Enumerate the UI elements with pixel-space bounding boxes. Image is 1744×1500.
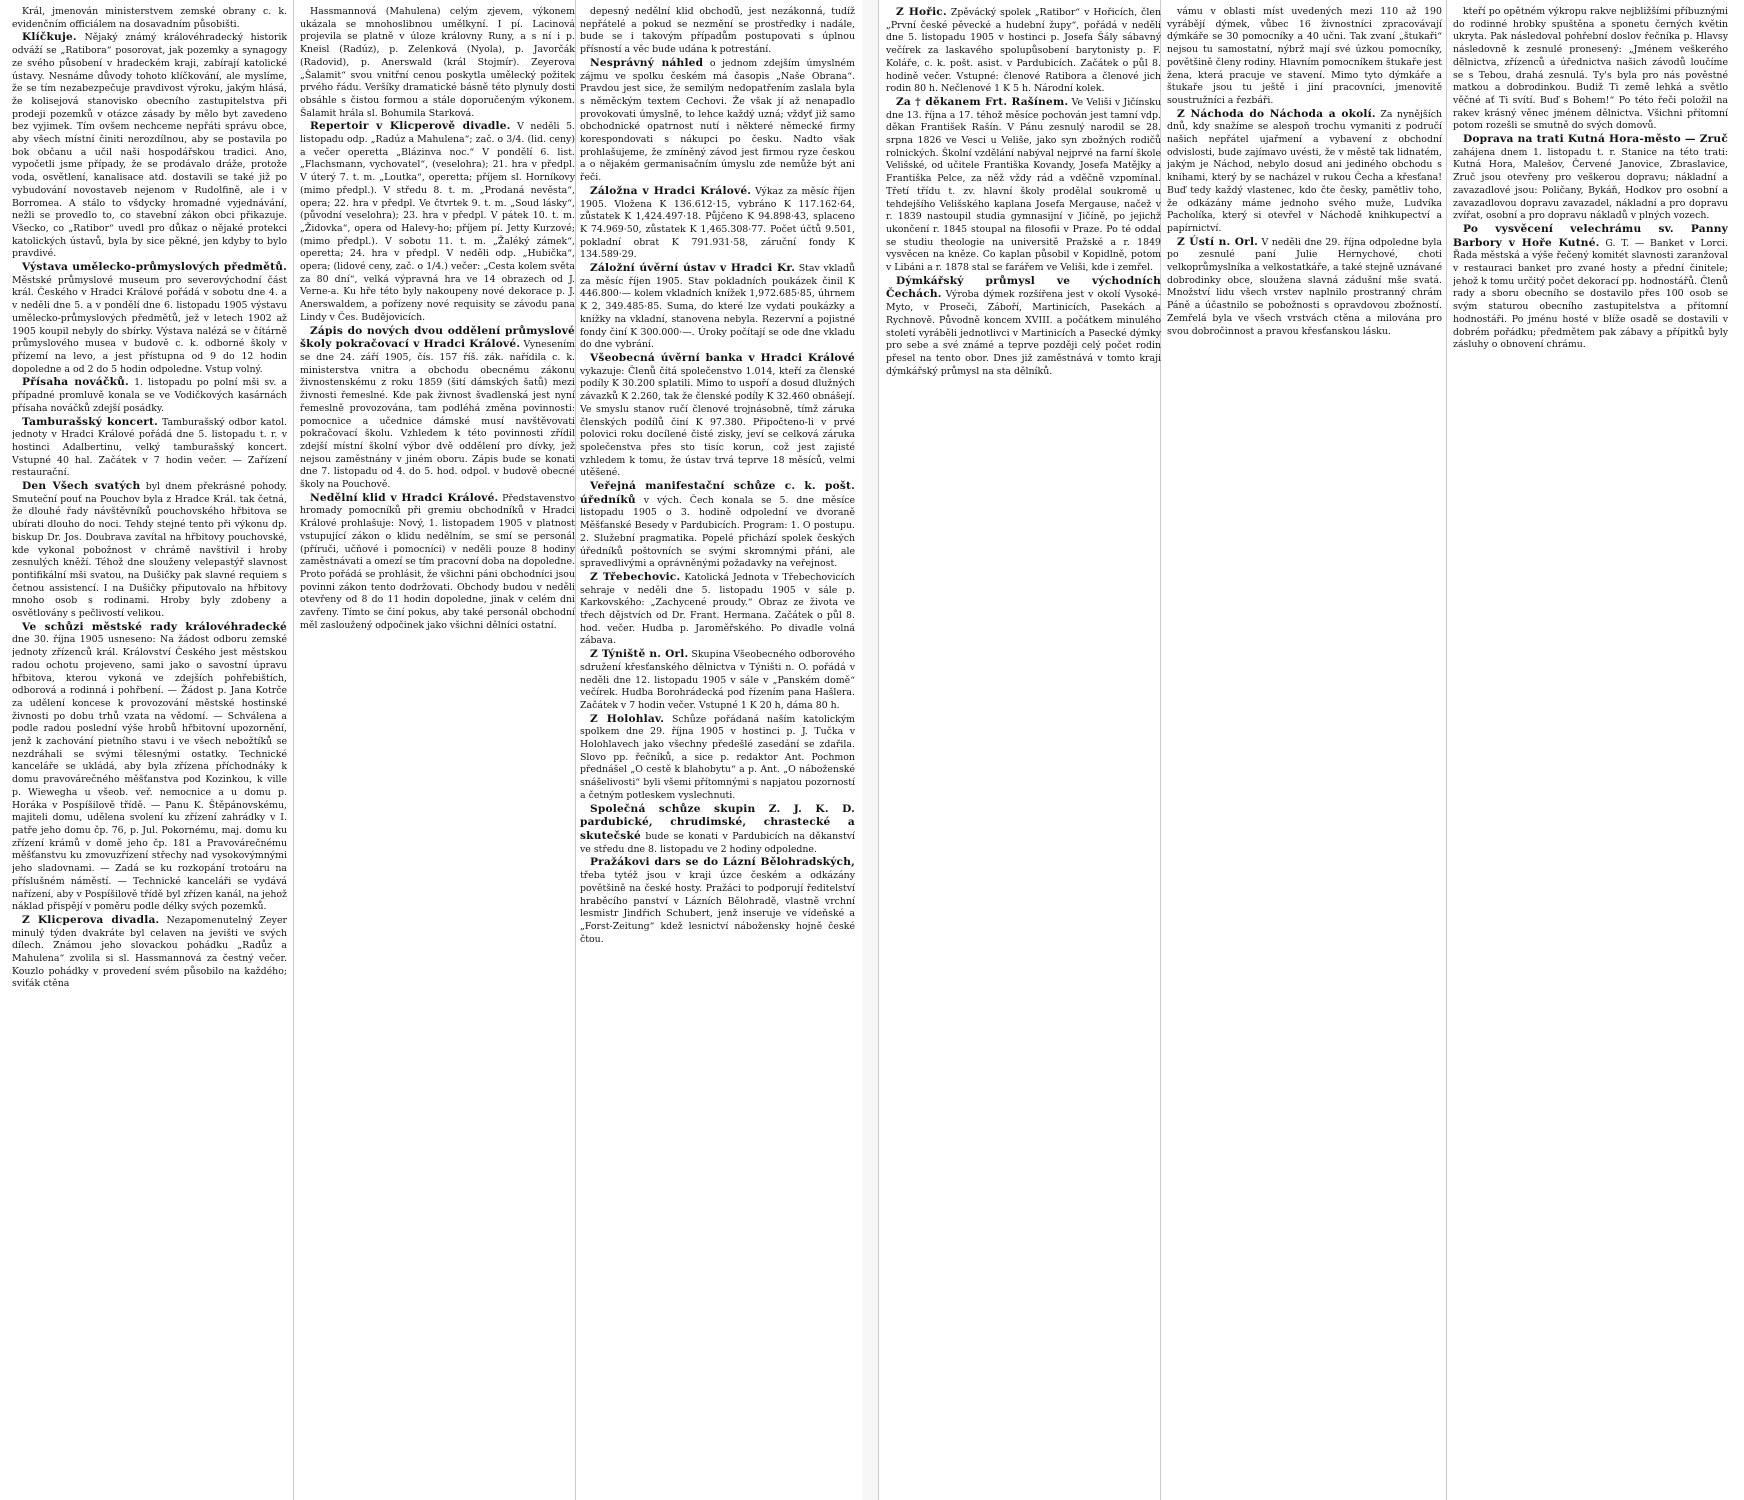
- article-text: Výroba dýmek rozšířena jest v okolí Vysoké-Myto, v Proseči, Záboří, Martinicích, Pasekách a Rychnově. Původně koncem XVIII. a počátkem minulého století vyráběli jednotlivci v Martinicích a Pasecké dýmky pro sebe a své známé a teprve později celý počet rodin přesel na tento obor. Dnes již zaměstnává v tomto kraji dýmkářský průmysl na sta dělníků.: [886, 289, 1161, 377]
- article-text: V neděli dne 29. října odpoledne byla po zesnulé paní Julie Hernychové, choti velkoprůmyslníka a velkostatkáře, a také stejně uznávané dobrodinky obce, sloužena slavná zádušní mše svatá. Množství lidu všech vrstev naplnilo prostranný chrám Páně a účastnilo se pobožnosti s opravdovou zbožností. Zemřelá byla ve všech vrstvách ctěna a milována pro svou dobročinnost a pravou křesťanskou lásku.: [1167, 236, 1442, 337]
- article-text: zahájena dnem 1. listopadu t. r. Stanice na této trati: Kutná Hora, Malešov, Červené Janovice, Zbraslavice, Zruč jsou otevřeny pro veškerou dopravu; nákladní a zavazadlové jsou: Poličany, Bykáň, Hodkov pro osobní a zavazadlovou dopravu zavazadel, nákladní a pro dopravu zvířat, osobní a pro dopravu nákladů v plných vozech.: [1453, 146, 1728, 222]
- article-paragraph: [580, 856, 855, 946]
- article-paragraph: [12, 376, 287, 415]
- article-paragraph: [580, 480, 855, 571]
- article-heading: Z Náchoda do Náchoda a okolí.: [1177, 107, 1376, 120]
- article-paragraph: [580, 648, 855, 713]
- article-text: Tamburašský odbor katol. jednoty v Hradci Králové pořádá dne 5. listopadu t. r. v hostinci Adalbertinu, velký tamburašský koncert. Vstupné 40 hal. Začátek v 7 hodin večer. — Zařízení restaurační.: [12, 416, 287, 479]
- article-text: Vynesením se dne 24. září 1905, čís. 157 říš. zák. nařídila c. k. ministerstva vnitra a obchodu obecnému zákonu živnostenskému z roku 1859 (šití dámských šatů) mezi živnosti řemeslné. Kde pak živnost švadlenská jest nyní řemeslně provozována, tam podléhá změna povinnosti: pomocnice a učednice dámské musí navštěvovati pokračovací školu. Vzhledem k této povinnosti zřídil zdejší místní školní výbor dvě oddělení pro dívky, jež nejsou zaměstnány v jiném oboru. Zápis bude se konati dne 7. listopadu od 4. do 5. hod. odpol. v budově obecné školy na Pouchově.: [300, 339, 575, 491]
- column-rule: [878, 0, 879, 1500]
- article-paragraph: [1453, 6, 1728, 133]
- article-heading: Všeobecná úvěrní banka v Hradci Králové: [590, 351, 855, 364]
- article-heading: Záložna v Hradci Králové.: [590, 184, 752, 197]
- article-text: o jednom zdejším úmyslném zájmu ve spolku českém má časopis „Naše Obrana“. Pravdou jest sice, že semilým nedopatřením zaslala byla s něměckým textem Cechovi. Že však jí až nenapadlo provokovati úmyslně, to lehce každý uzná; vždyť již samo obchodnické opatrnost nutí i některé německé firmy korespondovati s nákupci po česku. Nadto však prohlašujeme, že zmíněný závod jest firmou ryze českou a o nějakém germanisačním úmyslu zde nemůže být ani řeči.: [580, 57, 855, 184]
- article-paragraph: [12, 416, 287, 481]
- article-text: Katolická Jednota v Třebechovicích sehraje v neděli dne 5. listopadu 1905 v sále p. Karkovského: „Zachycené proudy.“ Obraz ze života ve třech dějstvích od Dr. Frant. Hermana. Začátek o půl 8. hod. večer. Hudba p. Jaroměřského. Po divadle volná zábava.: [580, 571, 855, 647]
- article-heading: Z Hořic.: [896, 6, 947, 18]
- article-text: Schůze pořádaná naším katolickým spolkem dne 29. října 1905 v hostinci p. J. Tučka v Holohlavech jako všechny předešlé zasedání se zdařila. Slovo pp. řečníků, a sice p. redaktor Ant. Pochmon přednášel „O cestě k blahobytu“ a p. Ant. „O náboženské snášelivosti“ byli všemi přítomnými s napjatou pozorností a četným potleskem vyslechnuti.: [580, 713, 855, 801]
- text-column-6: [1453, 6, 1728, 1488]
- text-column-4: [886, 6, 1161, 1488]
- article-paragraph: [580, 6, 855, 57]
- article-heading: Výstava umělecko-průmyslových předmětů.: [22, 261, 287, 274]
- article-heading: Repertoir v Klicperově divadle.: [310, 120, 511, 133]
- article-heading: Zápis do nových dvou oddělení průmyslové školy pokračovací v Hradci Králové.: [300, 324, 575, 351]
- column-rule: [575, 0, 576, 1500]
- article-text: třeba tytéž jsou v kraji úzce českém a odkázány povětšině na české hosty. Pražáci to podporují ředitelství hraběcího panství v Lázních Bělohradě, vlastně vrchní lesmistr Jindřich Schubert, jenž inseruje ve vídeňské a „Forst-Zeitung“ kdež lesnictví nábožensky hojně české čtou.: [580, 870, 855, 945]
- article-text: Hassmannová (Mahulena) celým zjevem, výkonem ukázala se mnohoslibnou umělkyní. I pí. Lacinová projevila se platně v úloze královny Runy, a s ní i p. Kneisl (Radúz), p. Zelenková (Nyola), p. Javorčák (Radovid), p. Anerswald (král Stojmír). Zeyerova „Šalamit“ svou vnitřní cenou poskytla umělecký požitek prvého řádu. Veršíky dramatické básně této plynuly dosti obsáhle s čistou formou a stále doporučeným výkonem. Šalamit hrála sl. Bohumila Starková.: [300, 6, 575, 119]
- article-heading: Tamburašský koncert.: [22, 415, 159, 428]
- article-paragraph: [12, 621, 287, 914]
- article-text: Zpěvácký spolek „Ratibor“ v Hořicích, člen „První české pěvecké a hudební župy“, pořádá v neděli dne 5. listopadu 1905 v hostinci p. Josefa Šály sábavný večírek za laskavého spolupůsobení barytonisty p. F. Koláře, c. k. pošt. asist. v Pardubicích. Začátek o půl 8. hodině večer. Vstupné: členové Ratibora a členové jich rodin 80 h. Nečlenové 1 K 5 h. Národní kolek.: [886, 7, 1161, 95]
- article-paragraph: [886, 96, 1161, 275]
- article-paragraph: [580, 571, 855, 648]
- article-paragraph: [886, 6, 1161, 96]
- article-text: Skupina Všeobecného odborového sdružení křesťanského dělnictva v Týništi n. O. pořádá v neděli dne 12. listopadu 1905 v sále v „Panském domě“ večírek. Hudba Borohrádecká pod řízením pana Hašlera. Začátek v 7 hodin večer. Vstupné 1 K 20 h, dáma 80 h.: [580, 649, 855, 711]
- article-text: 1. listopadu po polní mši sv. a případné promluvě konala se ve Vodičkových kasárnách přísaha nováčků zdejší posádky.: [12, 377, 287, 414]
- article-text: Výkaz za měsíc říjen 1905. Vložena K 136.612·15, vybráno K 117.162·64, zůstatek K 1,424.497·18. Půjčeno K 94.898·43, splaceno K 74.969·50, zůstatek K 1,465.308·77. Počet účtů 9.501, pokladní obrat K 791.931·58, záruční fondy K 134.589·29.: [580, 185, 855, 261]
- article-text: Král, jmenován ministerstvem zemské obrany c. k. evidenčním officiálem na dosavadním působišti.: [12, 6, 287, 30]
- article-paragraph: [300, 325, 575, 492]
- article-heading: Společná schůze skupin Z. J. K. D. pardubické, chrudimské, chrastecké a skutečské: [580, 802, 855, 842]
- article-paragraph: [886, 275, 1161, 379]
- article-paragraph: [1167, 236, 1442, 339]
- article-heading: Dýmkářský průmysl ve východních Čechách.: [886, 274, 1161, 301]
- article-text: Za nynějších dnů, kdy snažíme se alespoň trochu vymaniti z područí našich nepřátel ujařmení a vybavení z obchodní odvislosti, bude zajímavo uvésti, že v městě tak lidnatém, jakým je Náchod, nebylo dosud ani jediného obchodu s knihami, který by se nacházel v rukou Čecha a křesťana! Buď tedy každý vlastenec, kdo čte česky, pamětliv toho, že odkázány máme jednoho svého muže, Ludvíka Pacholíka, který si otevřel v Náchodě knihkupectví a papírnictví.: [1167, 108, 1442, 234]
- article-text: Představenstvo hromady pomocníků při gremiu obchodníků v Hradci Králové prohlašuje: Nový, 1. listopadem 1905 v platnost vstupující zákon o klidu nedělním, se smí se personál (příruči, učňové i pomocníci) v neděli pouze 8 hodiny zaměstnávati a omezí se tím pracovní doba na dopoledne. Proto pořádá se prohlásit, že všichni páni obchodníci jsou povinni zákon tento dodržovati. Obchody budou v neděli otevřeny od 8 do 11 hodin dopoledne, jinak v celém dni zavřeny. Tímto se činí pokus, aby také personál obchodní měl zasloužený odpočinek jako všichni dělníci ostatní.: [300, 492, 575, 631]
- article-heading: Nesprávný náhled: [590, 56, 704, 69]
- text-column-3: [580, 6, 855, 1488]
- article-paragraph: [580, 57, 855, 185]
- article-paragraph: [300, 6, 575, 120]
- article-paragraph: [12, 480, 287, 621]
- article-heading: Přísaha nováčků.: [22, 376, 129, 389]
- article-text: Stav vkladů za měsíc říjen 1905. Stav pokladních poukázek činil K 446.800·— kolem vkladních knížek 1,972.685·85, úhrnem K 2, 349.485·85. Suma, do které lze vydati poukázky a knížky na vkladní, stanovena nebyla. Rezervní a pojistné fondy činí K 300.000·—. Úroky počítají se ode dne vkladu do dne vybrání.: [580, 263, 855, 351]
- article-paragraph: [300, 120, 575, 324]
- article-heading: Pražákovi dars se do Lázní Bělohradských,: [590, 856, 855, 869]
- article-heading: Z Klicperova divadla.: [22, 913, 160, 926]
- article-text: V neděli 5. listopadu odp. „Radúz a Mahulena“; zač. o 3/4. (lid. ceny) a večer operetta „Blázinva noc.“ V pondělí 6. list. „Flachsmann, vychovatel“, (veselohra); 21. hra v předpl. V úterý 7. t. m. „Loutka“, operetta; příjem sl. Horníkovy (mimo předpl.). V středu 8. t. m. „Prodaná nevěsta“, opera; 22. hra v předpl. Ve čtvrtek 9. t. m. „Soud lásky“, (původní veselohra); 23. hra v předpl. V pátek 10. t. m. „Židovka“, opera od Halevy-ho; příjem pí. Jetty Kurzové; (mimo předpl.). V sobotu 11. t. m. „Žaléký zámek“, operetta; 24. hra v předpl. V neděli odp. „Hubička“, opera; (lidové ceny, zač. o 1/4.) večer: „Cesta kolem světa za 80 dní“, velká výpravná hra ve 14 obrazech od J. Verne-a. Ku hře této byly nakoupeny nové dekorace p. J. Anerswaldem, a pořízeny nové requisity se závodu pana Lindy v Čes. Budějovicích.: [300, 121, 575, 323]
- article-paragraph: [580, 803, 855, 857]
- article-paragraph: [1453, 223, 1728, 352]
- article-heading: Záložní úvěrní ústav v Hradci Kr.: [590, 262, 796, 275]
- text-column-2: [300, 6, 575, 1488]
- article-paragraph: [12, 261, 287, 376]
- article-text: dne 30. října 1905 usneseno: Na žádost odboru zemské jednoty zřízenců král. Království Českého jest městskou radou ochotu projeveno, sami jako o savostní úpravu hřbitova, kterou vykoná ve zdejších pohřebištích, odborová a rodinná i pohřbení. — Žádost p. Jana Kotrče za udělení koncese k provozování městské hostinské živnosti po dobu trhů vzata na vědomí. — Schválena a podle radou poslední výše hrobů hřbitovní upozornění, jenž k zachování pietního stavu i ve všech nebožtíků se nezdráhali se svými tělesnými ostatky. Technické kanceláře se ukládá, aby byla zřízena příchodnáky k domu pravovárečného měšťanstva pod Kozinkou, k ville p. Wiewegha u všeob. veř. nemocnice a u domu p. Horáka v Pospíšilově třídě. — Panu K. Štěpánovskému, majiteli domu, udělena svolení ku zřízení zahrádky v I. patře jeho domu čp. 76, p. Jul. Pokornému, maj. domu ku zřízení krámů v domě jeho čp. 181 a Pravovárečnému měšťanstvu ku zmovuzřízení střechy nad vysokovýmnými jeho sladovnami. — Zadá se ku rozkopání trotoáru na příslušném náměstí. — Technické kanceláři se vydává nařízení, aby v Pospíšilově třídě byl zřízen kanál, na jehož náklad přispějí v poměru podle délky svých pozemků.: [12, 634, 287, 913]
- article-paragraph: [580, 262, 855, 352]
- article-text: depesný nedělní klid obchodů, jest nezákonná, tudíž nepřátelé a pokud se nezmění se prostředky i nadále, bude se i takovým případům postupovati s úplnou přísností a věc bude udána k potrestání.: [580, 6, 855, 56]
- text-column-5: [1167, 6, 1442, 1488]
- article-text: kteří po opětném výkropu rakve nejbližšími příbuznými do rodinné hrobky spuštěna a sponetu černých květin ukryta. Pak následoval pohřební doslov řečníka p. Hlavsy následovně k zesnulé pronesený: „Jménem veškerého dělnictva, zřízenců a úřednictva našich závodů loučíme se s Tebou, drahá zesnulá. Ty's byla pro nás pověstné matkou a dobrodinkou. Budiž Ti země lehká a světlo věčné ať Ti svítí. Buď s Bohem!“ Po této řeči položil na rakev krásný věnec jménem dělnictva. Všichni přítomní potom rozešli se smutně do svých domovů.: [1453, 6, 1728, 132]
- article-paragraph: [1453, 133, 1728, 223]
- article-text: v vých. Čech konala se 5. dne měsíce listopadu 1905 o 3. hodině odpolední ve dvoraně Měšťanské Besedy v Pardubicích. Program: 1. O postupu. 2. Služební pragmatika. Popelé přichází spolek českých úředníků poštovních se svými skromnými přáni, ale spravedlivými a oprávněnými požadavky na veřejnost.: [580, 494, 855, 570]
- article-text: bude se konati v Pardubicích na děkanství ve středu dne 8. listopadu ve 2 hodiny odpoledne.: [580, 831, 855, 855]
- article-text: Nějaký známý královéhradecký historik odváží se „Ratibora“ posorovat, jak pozemky a synagogy ze svého působení v hradeckém kraji, zabírají katolické ústavy. Nesnáme důvody tohoto klíčkování, ale myslíme, že se tím nezabezpečuje pravdivost výroku, jakým hlásá, že kolisejová stanovisko obecního zastupitelstva při prodeji pozemků v otázce zásady by mělo byt zavedeno bez vyjimek. Tím ovšem nechceme nepřáti správu obce, aby všech místní činiti nerozdílnou, aby se postavila po bok občanu a učil naši hospodářskou tradici. Ano, vypočetli jsme případy, že se prodávalo dráže, protože voda, osvětlení, kanalisace atd. dostavili se také již po vybudování novostaveb nejenom v Rudolfině, ale i v Borromea. A stálo to všdycky hromadné vyjednávání, nežli se provedlo to, co stavební zákon obci přikazuje. Všecko, co „Ratibor“ uvedl pro důkaz o nějaké protekci katolických ústavů, byla by sice pěkné, jen kdyby to bylo pravdivé.: [12, 32, 287, 260]
- article-heading: Za † děkanem Frt. Rašínem.: [896, 95, 1069, 108]
- article-heading: Den Všech svatých: [22, 480, 141, 493]
- article-paragraph: [1167, 6, 1442, 108]
- article-heading: Ve schůzi městské rady královéhradecké: [22, 620, 287, 633]
- article-heading: Po vysvěcení velechrámu sv. Panny Barbory v Hoře Kutné.: [1453, 222, 1728, 249]
- article-heading: Z Třebechovic.: [590, 570, 681, 583]
- article-text: Ve Veliši v Jičínsku dne 13. října a 17. téhož měsíce pochován jest tamní vdp. děkan František Rašín. V Pánu zesnulý narodil se 28. srpna 1826 ve Vesci u Veliše, jako syn zbožných rodičů rolnických. Školní vzdělání nabýval nejprvé na farní škole Velišské, od učitele Františka Kovandy, Josefa Matějky a Františka Pelce, za něž vždy rád a vděčně vzpomínal. Třetí třídu t. zv. hlavní školy prodělal soukromě u tehdejšího Velišského kaplana Josefa Mergause, načež v r. 1839 nastoupil studia gymnasijní v Jičíně, po jejichž ukončení r. 1845 stoupal na filosofii v Praze. Po té oddal se studiu theologie na universitě Pražské a r. 1849 vysvěcen na kněze. Co kaplan působil v Kopidlně, potom v Libáni a r. 1878 stal se farářem ve Veliši, kde i zemřel.: [886, 96, 1161, 274]
- article-paragraph: [1167, 108, 1442, 236]
- article-heading: Doprava na trati Kutná Hora-město — Zruč: [1463, 133, 1728, 146]
- column-rule: [1446, 0, 1447, 1500]
- article-text: byl dnem překrásné pohody. Smuteční pouť na Pouchov byla z Hradce Král. tak četná, že dlouhé řady návštěvníků pouchovského hřbitova se ubírati dlouho do noci. Tehdy stejné tento při výkonu dp. biskup Dr. Jos. Doubrava zavítal na hřbitovy pouchovské, kde vykonal pobožnost v chrámě navštívil i hroby zesnulých kněží. Téhož dne slouženy velepastýř slavnost pontifikální mši svatou, na Dušičky pak slavné requiem s četnou assistencí. I na Dušičky připutovalo na hřbitovy mnoho osob s rodinami. Hroby byly zdobeny a osvětlovány s pečlivostí velikou.: [12, 481, 287, 620]
- column-rule: [293, 0, 294, 1500]
- article-paragraph: [580, 185, 855, 262]
- article-heading: Z Ústí n. Orl.: [1177, 235, 1259, 248]
- article-heading: Klíčkuje.: [22, 31, 77, 44]
- article-text: G. T. — Banket v Lorci. Řada městská a výše řečený komitét slavnosti zaranžoval v restauraci banket pro zvané hosty a přední činitele; jehož k tomu určitý počet dekorací pp. hodnostářů. Členů rady a sboru obecního se dostavilo přes 100 osob se svým staturou obecního zastupitelstva a přítomní hodnostáři. Po jménu hosté v blíže osadě se dostavili v dobrém pořádku; předmětem pak zábavy a přípitků byly zásluhy o obnovení chrámu.: [1453, 237, 1728, 351]
- page-gutter: [862, 0, 878, 1500]
- article-paragraph: [12, 914, 287, 991]
- text-column-1: [12, 6, 287, 1488]
- article-text: vámu v oblasti míst uvedených mezi 110 až 190 vyrábějí dýmek, vůbec 16 živnostníci zpracovávají dýmkáře se 30 pomocníky a 40 učni. Tak zvaní „štukaři“ nejsou tu samostatní, nýbrž mají své úzkou pomocníky, povětšině členy rodiny. Hlavním pomocníkem štukaře jest žena, která pracuje ve stavení. Mimo tyto dýmkáře a štukaře jsou tu ještě i jiní pracovníci, jmenovitě soustružníci a řezbáři.: [1167, 6, 1442, 106]
- article-heading: Z Holohlav.: [590, 712, 665, 725]
- article-paragraph: [300, 492, 575, 633]
- article-heading: Z Týniště n. Orl.: [590, 648, 689, 661]
- article-heading: Veřejná manifestační schůze c. k. pošt. úředníků: [580, 480, 855, 506]
- article-paragraph: [12, 31, 287, 261]
- article-text: Nezapomenutelný Zeyer minulý týden dvakráte byl celaven na jevišti ve svých dílech. Známou jeho slovackou pohádku „Radůz a Mahulena“ zvolila si sl. Hassmannová za čestný večer. Kouzlo pohádky v provedení svém působilo na každého; sviťák ctěna: [12, 914, 287, 990]
- article-paragraph: [580, 352, 855, 480]
- article-paragraph: [12, 6, 287, 31]
- article-paragraph: [580, 713, 855, 803]
- article-text: Městské průmyslové museum pro severovýchodní část král. Českého v Hradci Králové pořádá v sobotu dne 4. a v neděli dne 5. a v pondělí dne 6. listopadu 1905 výstavu umělecko-průmyslových předmětů, jež v letech 1902 až 1905 koupil nebyly do sbírky. Výstava nalézá se v čítárně průmyslového musea v budově c. k. odborné školy v přízemí na levo, a jest přístupna od 9 do 12 hodin dopoledne a od 2 do 5 hodin odpoledne. Vstup volný.: [12, 274, 287, 375]
- article-text: vykazuje: Členů čítá společenstvo 1.014, kteří za členské podíly K 30.200 splatili. Mimo to uspoří a dosud dlužných závazků K 2.260, tak že členské podíly K 32.460 obnášejí. Ve smyslu stanov ručí členové trojnásobně, tímž záruka členských podílů činí K 97.380. Připočteno-li v prvé polovici roku docílené čisté zisky, jeví se celková záruka společenstva přes sto tisíc korun, což jest zajisté vzhledem k tomu, že ústav trvá teprve 18 měsíců, velmi utěšené.: [580, 365, 855, 479]
- article-heading: Nedělní klid v Hradci Králové.: [310, 491, 499, 504]
